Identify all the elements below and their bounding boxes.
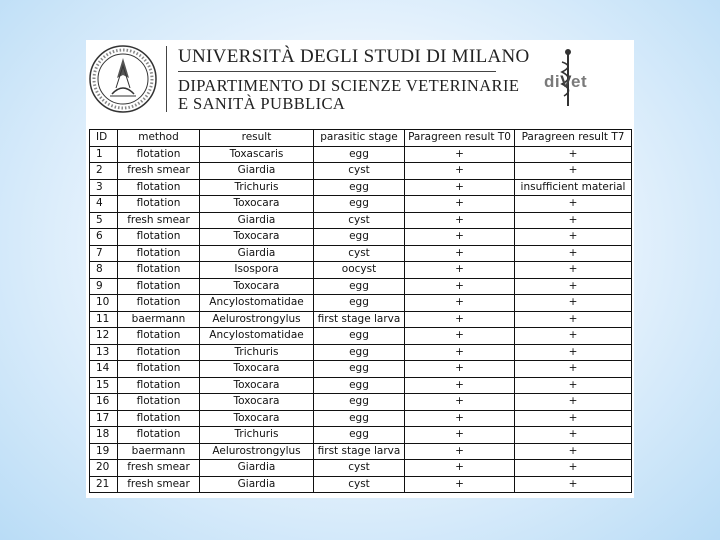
cell-paragreen-t7: + bbox=[515, 245, 632, 262]
cell-paragreen-t7: + bbox=[515, 410, 632, 427]
cell-id: 11 bbox=[90, 311, 118, 328]
cell-paragreen-t0: + bbox=[405, 229, 515, 246]
cell-method: flotation bbox=[118, 427, 200, 444]
cell-parasitic-stage: egg bbox=[314, 427, 405, 444]
cell-paragreen-t7: + bbox=[515, 377, 632, 394]
table-row bbox=[90, 278, 632, 295]
divet-logo-text: diVet bbox=[544, 72, 588, 91]
department-line-1: DIPARTIMENTO DI SCIENZE VETERINARIE bbox=[178, 76, 520, 95]
cell-method: flotation bbox=[118, 410, 200, 427]
table-row bbox=[90, 229, 632, 246]
cell-paragreen-t7: + bbox=[515, 229, 632, 246]
cell-parasitic-stage: egg bbox=[314, 179, 405, 196]
cell-id: 12 bbox=[90, 328, 118, 345]
cell-result: Toxocara bbox=[200, 196, 314, 213]
cell-method: flotation bbox=[118, 262, 200, 279]
cell-parasitic-stage: egg bbox=[314, 196, 405, 213]
table-row bbox=[90, 262, 632, 279]
cell-paragreen-t0: + bbox=[405, 278, 515, 295]
cell-id: 16 bbox=[90, 394, 118, 411]
university-name: UNIVERSITÀ DEGLI STUDI DI MILANO bbox=[178, 46, 530, 67]
cell-paragreen-t0: + bbox=[405, 476, 515, 493]
cell-method: baermann bbox=[118, 443, 200, 460]
cell-method: flotation bbox=[118, 146, 200, 163]
cell-paragreen-t7: + bbox=[515, 361, 632, 378]
cell-parasitic-stage: oocyst bbox=[314, 262, 405, 279]
cell-paragreen-t0: + bbox=[405, 179, 515, 196]
cell-id: 5 bbox=[90, 212, 118, 229]
table-row bbox=[90, 410, 632, 427]
cell-paragreen-t7: insufficient material bbox=[515, 179, 632, 196]
cell-method: flotation bbox=[118, 278, 200, 295]
cell-id: 10 bbox=[90, 295, 118, 312]
cell-paragreen-t0: + bbox=[405, 427, 515, 444]
cell-parasitic-stage: cyst bbox=[314, 476, 405, 493]
cell-result: Toxocara bbox=[200, 361, 314, 378]
university-seal-icon bbox=[86, 44, 160, 114]
cell-parasitic-stage: egg bbox=[314, 295, 405, 312]
cell-parasitic-stage: first stage larva bbox=[314, 311, 405, 328]
cell-parasitic-stage: egg bbox=[314, 344, 405, 361]
cell-id: 6 bbox=[90, 229, 118, 246]
cell-method: flotation bbox=[118, 377, 200, 394]
cell-paragreen-t0: + bbox=[405, 410, 515, 427]
cell-method: flotation bbox=[118, 328, 200, 345]
letterhead bbox=[86, 40, 634, 120]
parasite-results-table bbox=[89, 129, 632, 493]
cell-result: Ancylostomatidae bbox=[200, 295, 314, 312]
table-body bbox=[90, 146, 632, 493]
table-row bbox=[90, 311, 632, 328]
cell-parasitic-stage: egg bbox=[314, 361, 405, 378]
cell-paragreen-t0: + bbox=[405, 146, 515, 163]
divet-logo bbox=[534, 48, 614, 112]
cell-paragreen-t0: + bbox=[405, 163, 515, 180]
cell-paragreen-t7: + bbox=[515, 460, 632, 477]
cell-method: flotation bbox=[118, 394, 200, 411]
cell-method: flotation bbox=[118, 245, 200, 262]
cell-paragreen-t0: + bbox=[405, 443, 515, 460]
department-line-2: E SANITÀ PUBBLICA bbox=[178, 94, 346, 113]
cell-method: fresh smear bbox=[118, 163, 200, 180]
cell-method: baermann bbox=[118, 311, 200, 328]
cell-paragreen-t0: + bbox=[405, 394, 515, 411]
cell-result: Toxocara bbox=[200, 410, 314, 427]
slide bbox=[86, 40, 634, 498]
cell-paragreen-t7: + bbox=[515, 163, 632, 180]
cell-result: Toxocara bbox=[200, 394, 314, 411]
header-rule bbox=[178, 71, 496, 72]
cell-paragreen-t0: + bbox=[405, 262, 515, 279]
cell-paragreen-t7: + bbox=[515, 344, 632, 361]
cell-id: 21 bbox=[90, 476, 118, 493]
cell-parasitic-stage: cyst bbox=[314, 212, 405, 229]
cell-paragreen-t7: + bbox=[515, 476, 632, 493]
cell-paragreen-t0: + bbox=[405, 311, 515, 328]
cell-result: Giardia bbox=[200, 245, 314, 262]
cell-paragreen-t7: + bbox=[515, 262, 632, 279]
cell-paragreen-t7: + bbox=[515, 328, 632, 345]
cell-paragreen-t7: + bbox=[515, 295, 632, 312]
cell-id: 13 bbox=[90, 344, 118, 361]
cell-id: 8 bbox=[90, 262, 118, 279]
table-row bbox=[90, 377, 632, 394]
table-row bbox=[90, 212, 632, 229]
cell-paragreen-t0: + bbox=[405, 361, 515, 378]
table-row bbox=[90, 344, 632, 361]
cell-method: flotation bbox=[118, 295, 200, 312]
cell-id: 9 bbox=[90, 278, 118, 295]
cell-parasitic-stage: egg bbox=[314, 278, 405, 295]
cell-result: Isospora bbox=[200, 262, 314, 279]
header-divider bbox=[166, 46, 167, 112]
cell-method: fresh smear bbox=[118, 476, 200, 493]
cell-parasitic-stage: first stage larva bbox=[314, 443, 405, 460]
table-row bbox=[90, 328, 632, 345]
column-header-paragreen-t7: Paragreen result T7 bbox=[515, 130, 632, 147]
cell-method: flotation bbox=[118, 344, 200, 361]
cell-result: Toxocara bbox=[200, 278, 314, 295]
cell-parasitic-stage: cyst bbox=[314, 245, 405, 262]
column-header-paragreen-t0: Paragreen result T0 bbox=[405, 130, 515, 147]
cell-paragreen-t7: + bbox=[515, 278, 632, 295]
cell-id: 15 bbox=[90, 377, 118, 394]
cell-paragreen-t7: + bbox=[515, 212, 632, 229]
cell-id: 17 bbox=[90, 410, 118, 427]
cell-paragreen-t7: + bbox=[515, 394, 632, 411]
cell-paragreen-t0: + bbox=[405, 344, 515, 361]
table-row bbox=[90, 179, 632, 196]
column-header-id: ID bbox=[90, 130, 118, 147]
cell-paragreen-t7: + bbox=[515, 146, 632, 163]
cell-result: Trichuris bbox=[200, 427, 314, 444]
table-row bbox=[90, 427, 632, 444]
column-header-result: result bbox=[200, 130, 314, 147]
cell-result: Toxascaris bbox=[200, 146, 314, 163]
cell-paragreen-t7: + bbox=[515, 427, 632, 444]
cell-parasitic-stage: egg bbox=[314, 146, 405, 163]
cell-result: Aelurostrongylus bbox=[200, 311, 314, 328]
cell-method: fresh smear bbox=[118, 460, 200, 477]
cell-paragreen-t7: + bbox=[515, 311, 632, 328]
table-row bbox=[90, 163, 632, 180]
cell-id: 4 bbox=[90, 196, 118, 213]
cell-method: flotation bbox=[118, 229, 200, 246]
cell-parasitic-stage: egg bbox=[314, 394, 405, 411]
cell-id: 3 bbox=[90, 179, 118, 196]
cell-result: Ancylostomatidae bbox=[200, 328, 314, 345]
cell-result: Giardia bbox=[200, 163, 314, 180]
table-header-row bbox=[90, 130, 632, 147]
cell-paragreen-t7: + bbox=[515, 443, 632, 460]
cell-method: flotation bbox=[118, 196, 200, 213]
cell-id: 7 bbox=[90, 245, 118, 262]
cell-id: 14 bbox=[90, 361, 118, 378]
cell-id: 1 bbox=[90, 146, 118, 163]
cell-parasitic-stage: egg bbox=[314, 410, 405, 427]
cell-method: fresh smear bbox=[118, 212, 200, 229]
cell-id: 19 bbox=[90, 443, 118, 460]
cell-parasitic-stage: egg bbox=[314, 229, 405, 246]
cell-result: Toxocara bbox=[200, 377, 314, 394]
cell-result: Toxocara bbox=[200, 229, 314, 246]
cell-parasitic-stage: cyst bbox=[314, 163, 405, 180]
table-row bbox=[90, 394, 632, 411]
cell-result: Giardia bbox=[200, 212, 314, 229]
cell-paragreen-t0: + bbox=[405, 460, 515, 477]
column-header-method: method bbox=[118, 130, 200, 147]
column-header-parasitic-stage: parasitic stage bbox=[314, 130, 405, 147]
cell-result: Giardia bbox=[200, 476, 314, 493]
cell-result: Trichuris bbox=[200, 344, 314, 361]
table-row bbox=[90, 460, 632, 477]
table-row bbox=[90, 146, 632, 163]
table-row bbox=[90, 295, 632, 312]
cell-result: Trichuris bbox=[200, 179, 314, 196]
cell-parasitic-stage: egg bbox=[314, 328, 405, 345]
cell-result: Aelurostrongylus bbox=[200, 443, 314, 460]
cell-id: 20 bbox=[90, 460, 118, 477]
cell-paragreen-t0: + bbox=[405, 295, 515, 312]
cell-result: Giardia bbox=[200, 460, 314, 477]
table-row bbox=[90, 443, 632, 460]
cell-paragreen-t0: + bbox=[405, 377, 515, 394]
cell-method: flotation bbox=[118, 179, 200, 196]
cell-paragreen-t0: + bbox=[405, 245, 515, 262]
table-row bbox=[90, 476, 632, 493]
cell-parasitic-stage: cyst bbox=[314, 460, 405, 477]
table-row bbox=[90, 196, 632, 213]
cell-parasitic-stage: egg bbox=[314, 377, 405, 394]
cell-paragreen-t0: + bbox=[405, 328, 515, 345]
cell-method: flotation bbox=[118, 361, 200, 378]
cell-paragreen-t0: + bbox=[405, 196, 515, 213]
cell-id: 2 bbox=[90, 163, 118, 180]
cell-paragreen-t7: + bbox=[515, 196, 632, 213]
table-row bbox=[90, 245, 632, 262]
table-row bbox=[90, 361, 632, 378]
cell-id: 18 bbox=[90, 427, 118, 444]
cell-paragreen-t0: + bbox=[405, 212, 515, 229]
